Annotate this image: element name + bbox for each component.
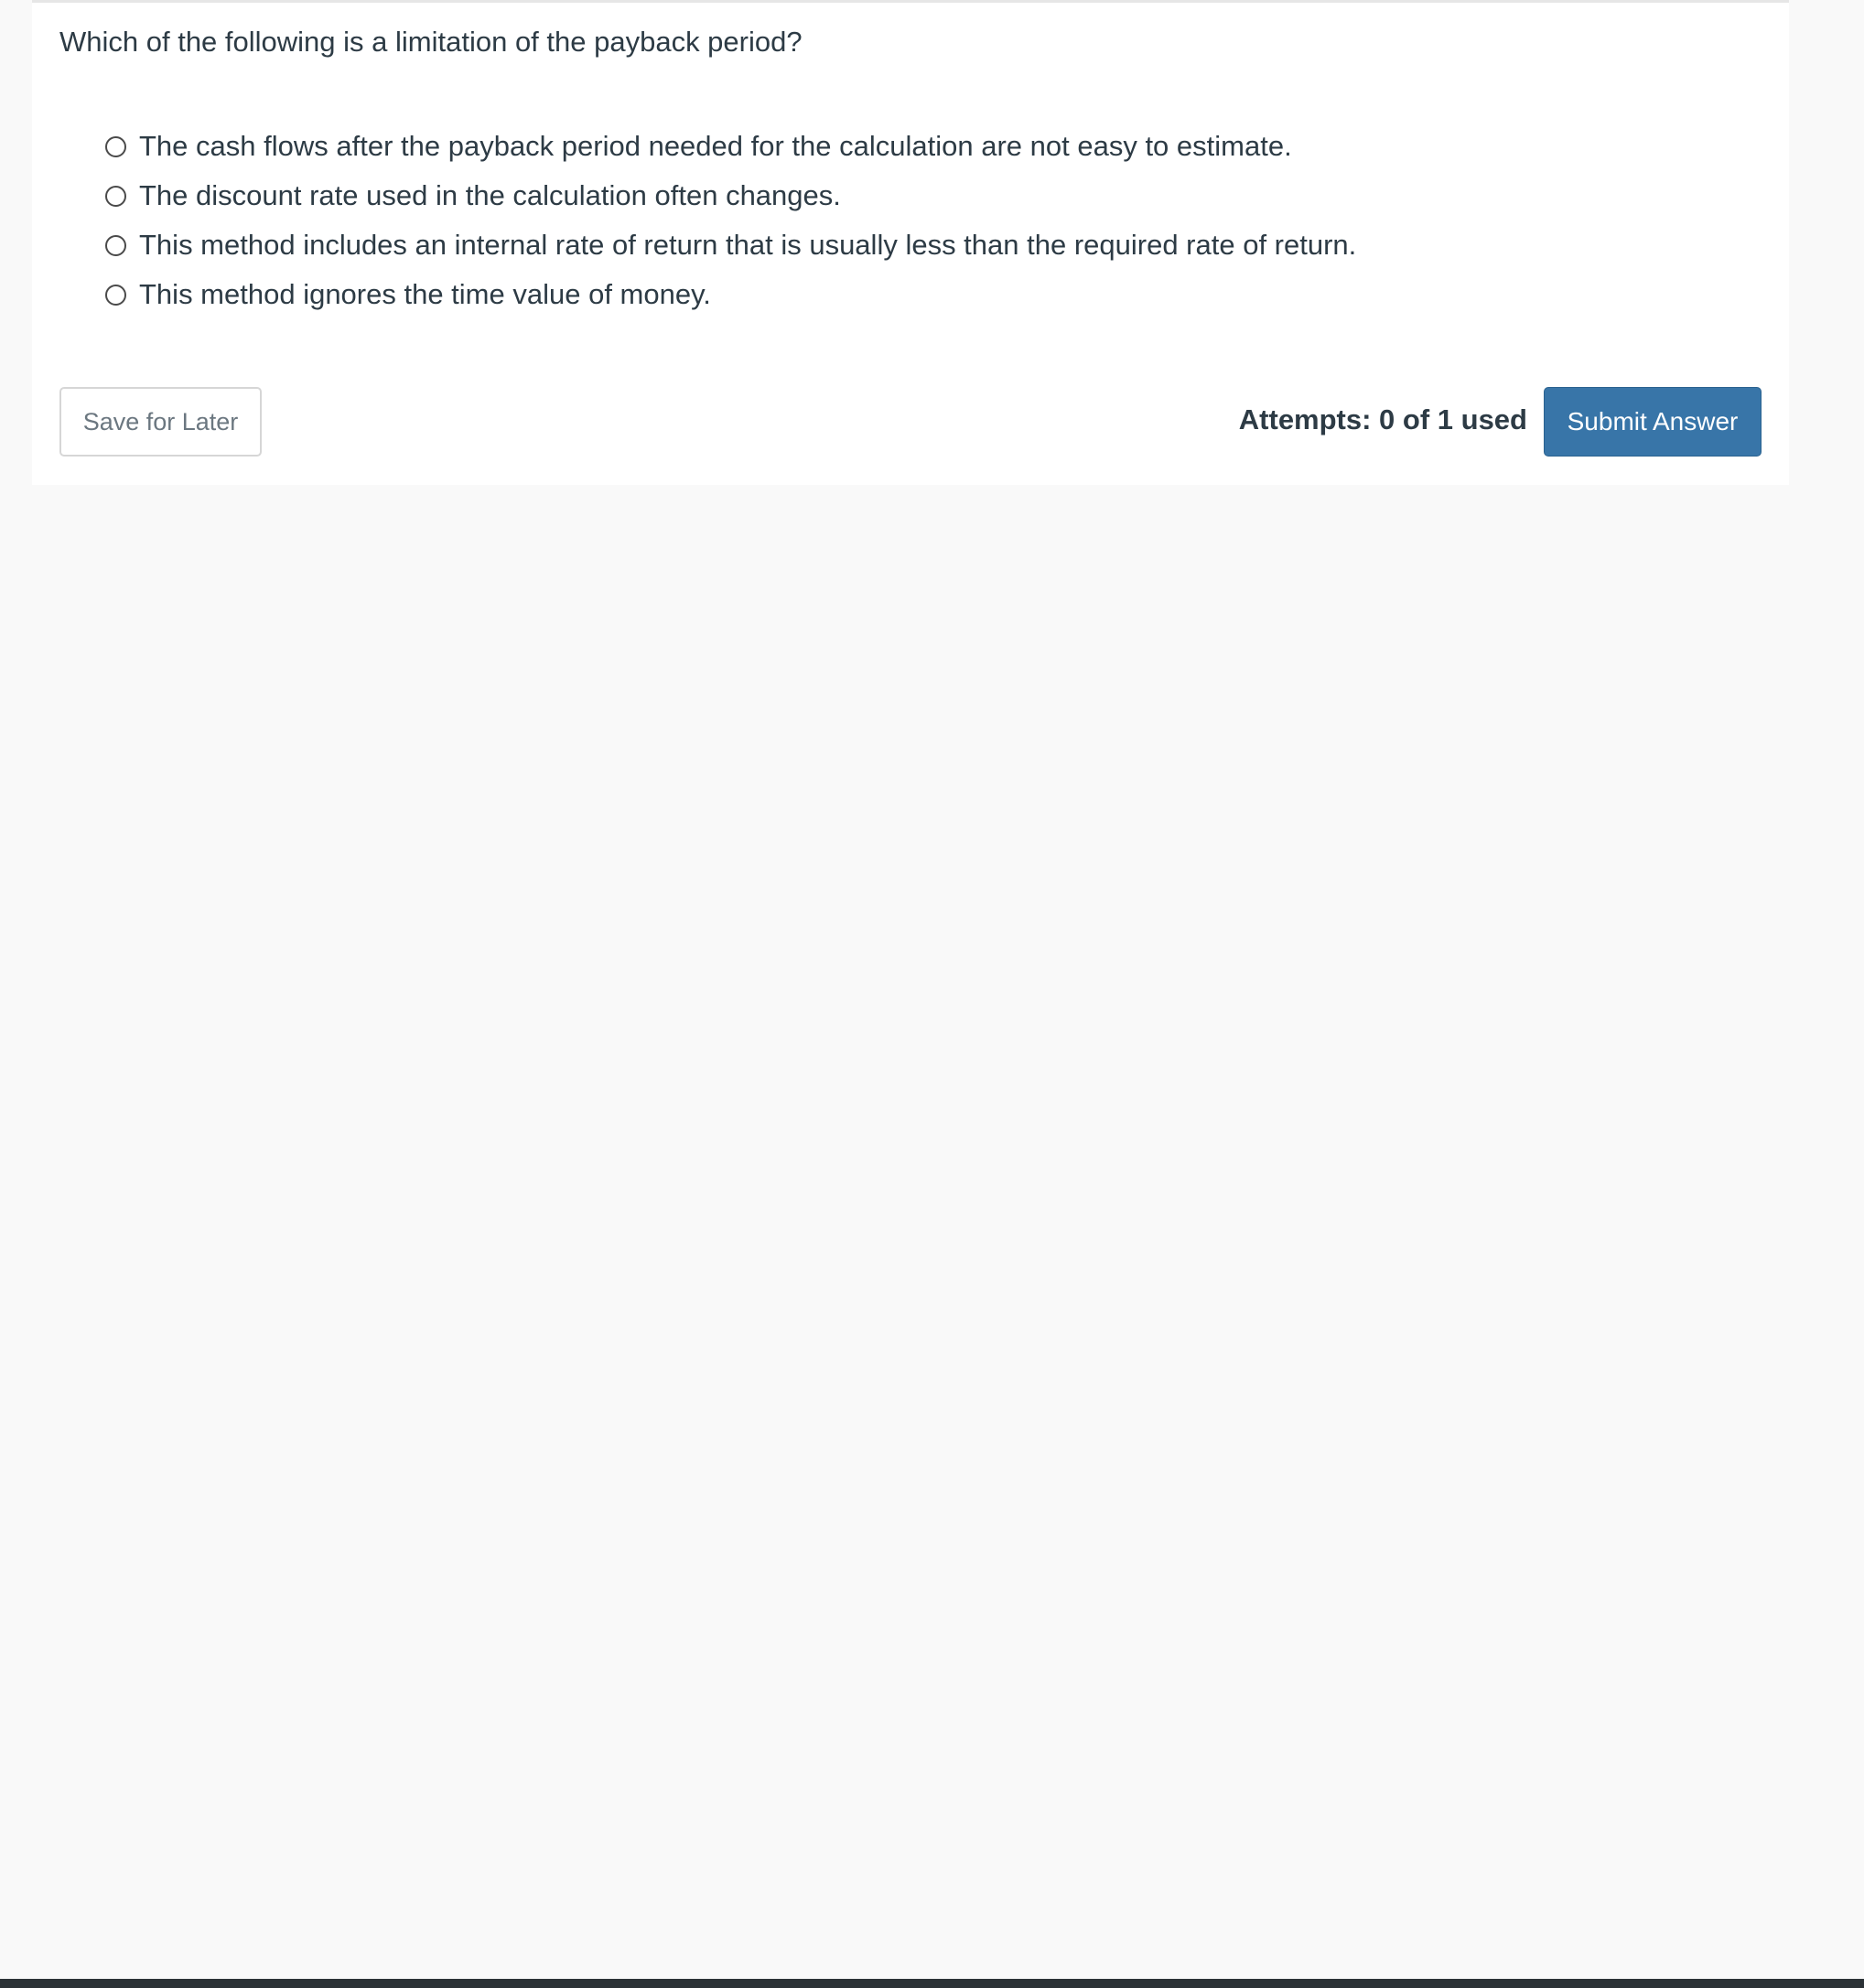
answer-label[interactable]: This method ignores the time value of money. — [139, 278, 711, 310]
answer-option-4[interactable] — [105, 270, 1356, 319]
answer-list — [105, 122, 1356, 319]
radio-button-icon[interactable] — [105, 136, 126, 157]
question-footer — [59, 387, 1762, 457]
save-for-later-button[interactable]: Save for Later — [59, 387, 262, 457]
submit-answer-button[interactable]: Submit Answer — [1544, 387, 1762, 457]
answer-label[interactable]: This method includes an internal rate of return that is usually less than the required rate of return. — [139, 229, 1357, 261]
bottom-edge-bar — [0, 1979, 1864, 1988]
answer-option-1[interactable] — [105, 122, 1356, 171]
answer-option-3[interactable] — [105, 220, 1356, 270]
question-card — [32, 0, 1789, 485]
answer-label[interactable]: The cash flows after the payback period needed for the calculation are not easy to estimate. — [139, 130, 1292, 162]
radio-button-icon[interactable] — [105, 235, 126, 256]
radio-button-icon[interactable] — [105, 186, 126, 207]
question-text: Which of the following is a limitation of the payback period? — [59, 26, 803, 58]
attempts-counter: Attempts: 0 of 1 used — [1238, 403, 1527, 435]
answer-option-2[interactable] — [105, 171, 1356, 220]
answer-label[interactable]: The discount rate used in the calculation often changes. — [139, 179, 841, 211]
radio-button-icon[interactable] — [105, 285, 126, 306]
